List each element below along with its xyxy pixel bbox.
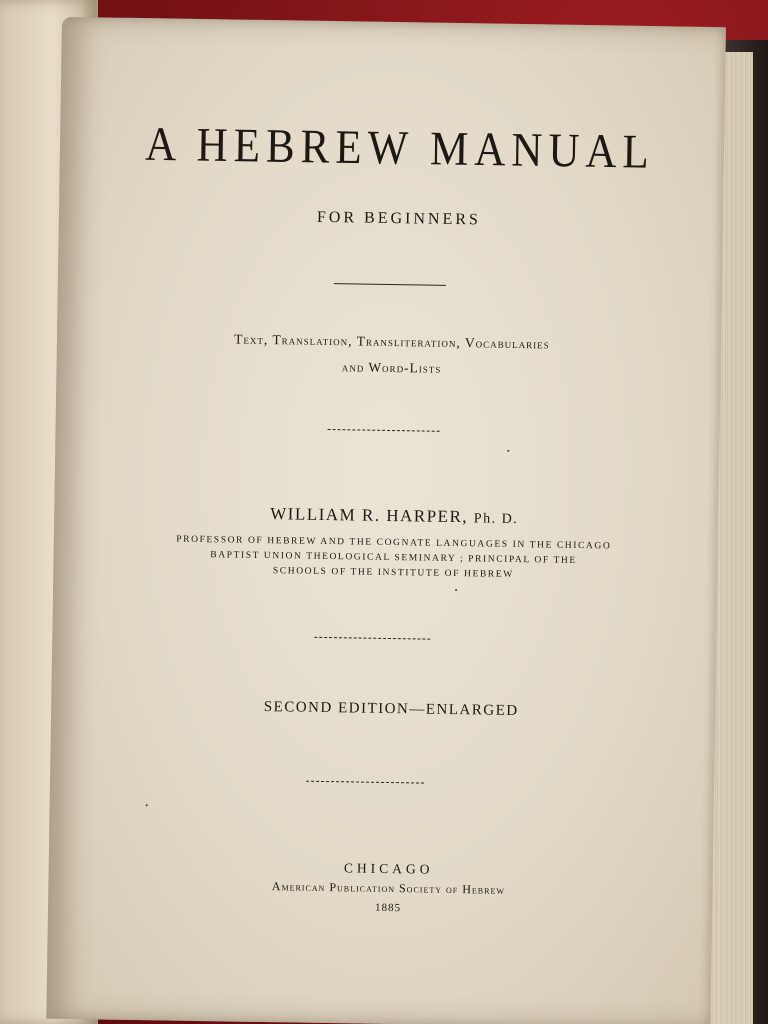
paper-fleck — [507, 450, 509, 452]
affiliation-line-1: PROFESSOR OF HEBREW AND THE COGNATE LANGUAGES IN THE CHICAGO — [176, 534, 612, 552]
publication-city: CHICAGO — [343, 860, 434, 877]
author-line — [114, 502, 674, 531]
book-title: A HEBREW MANUAL — [144, 118, 656, 179]
contents-line-1: Text, Translation, Transliteration, Vocabularies — [234, 331, 550, 352]
paper-fleck — [146, 804, 148, 806]
publication-year: 1885 — [374, 901, 402, 915]
divider-rule-3 — [314, 637, 430, 640]
title-page — [46, 17, 726, 1024]
edition-statement: SECOND EDITION—ENLARGED — [263, 699, 519, 720]
paper-fleck — [455, 589, 457, 591]
divider-rule-4 — [306, 781, 424, 784]
affiliation-line-2: BAPTIST UNION THEOLOGICAL SEMINARY ; PRINCIPAL OF THE — [210, 550, 577, 566]
title-page-content — [46, 17, 726, 1024]
author-name: WILLIAM R. HARPER, — [270, 504, 469, 527]
contents-line-2: and Word-Lists — [341, 359, 442, 376]
affiliation-line-3: SCHOOLS OF THE INSTITUTE OF HEBREW — [272, 566, 514, 580]
publisher-name: American Publication Society of Hebrew — [271, 879, 506, 897]
author-degree: Ph. D. — [473, 511, 519, 528]
book-subtitle: FOR BEGINNERS — [316, 208, 481, 229]
divider-rule-2 — [328, 429, 440, 432]
divider-rule-1 — [334, 283, 446, 286]
